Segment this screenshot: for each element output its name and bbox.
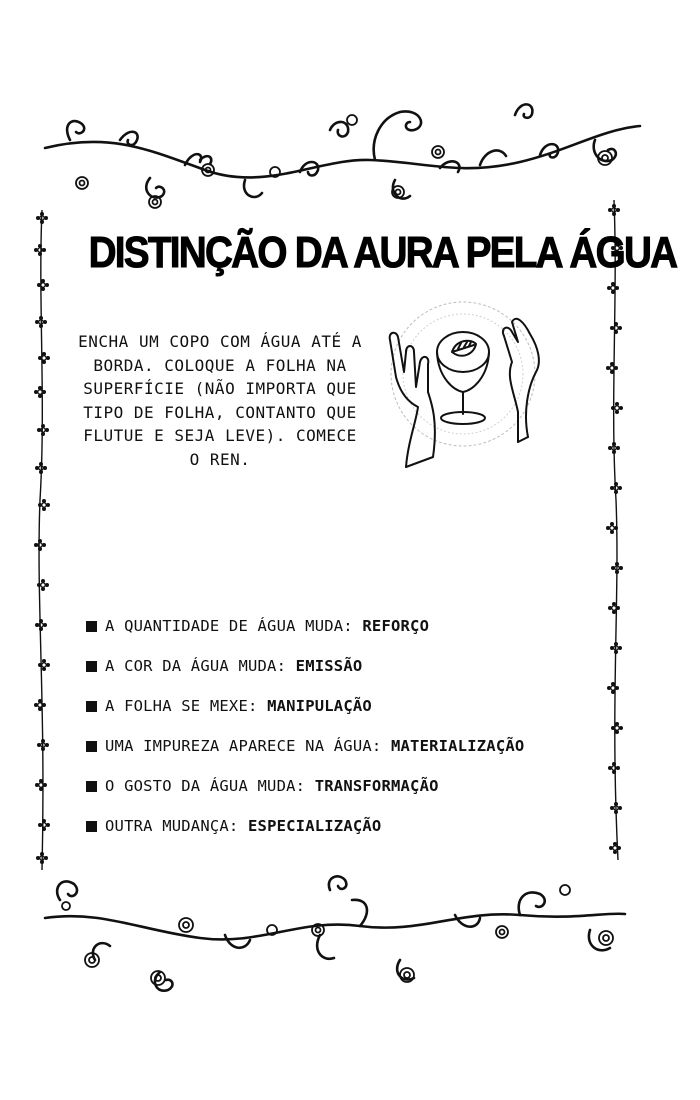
instructions-line: O REN. — [189, 449, 251, 469]
result-condition: A FOLHA SE MEXE: — [105, 697, 258, 715]
hands-around-glass-with-leaf-icon — [378, 292, 548, 482]
square-bullet-icon — [86, 781, 97, 792]
result-condition: A COR DA ÁGUA MUDA: — [105, 657, 287, 675]
square-bullet-icon — [86, 661, 97, 672]
instructions-line: TIPO DE FOLHA, CONTANTO QUE — [83, 402, 357, 422]
instructions-line: BORDA. COLOQUE A FOLHA NA — [93, 355, 347, 375]
result-ability: ESPECIALIZAÇÃO — [248, 817, 382, 835]
instructions-line: SUPERFÍCIE (NÃO IMPORTA QUE — [83, 379, 357, 398]
page-title: DISTINÇÃO DA AURA PELA ÁGUA — [88, 228, 677, 277]
list-item — [86, 726, 626, 766]
result-ability: MATERIALIZAÇÃO — [390, 737, 525, 755]
result-ability: MANIPULAÇÃO — [267, 697, 372, 715]
square-bullet-icon — [86, 741, 97, 752]
square-bullet-icon — [86, 701, 97, 712]
bottom-swirl-border — [45, 876, 625, 990]
result-ability: REFORÇO — [362, 617, 430, 635]
list-item — [86, 606, 626, 646]
result-condition: A QUANTIDADE DE ÁGUA MUDA: — [105, 617, 353, 635]
result-condition: O GOSTO DA ÁGUA MUDA: — [105, 777, 306, 795]
results-list — [86, 606, 626, 846]
square-bullet-icon — [86, 621, 97, 632]
list-item — [86, 766, 626, 806]
instructions-line: ENCHA UM COPO COM ÁGUA ATÉ A — [78, 332, 362, 351]
result-ability: EMISSÃO — [295, 657, 363, 675]
top-swirl-border — [45, 104, 640, 198]
list-item — [86, 646, 626, 686]
result-condition: UMA IMPUREZA APARECE NA ÁGUA: — [105, 737, 382, 755]
instructions-text — [55, 330, 385, 471]
result-condition: OUTRA MUDANÇA: — [105, 817, 239, 835]
square-bullet-icon — [86, 821, 97, 832]
list-item — [86, 806, 626, 846]
instructions-line: FLUTUE E SEJA LEVE). COMECE — [83, 426, 357, 445]
list-item — [86, 686, 626, 726]
result-ability: TRANSFORMAÇÃO — [314, 777, 439, 795]
